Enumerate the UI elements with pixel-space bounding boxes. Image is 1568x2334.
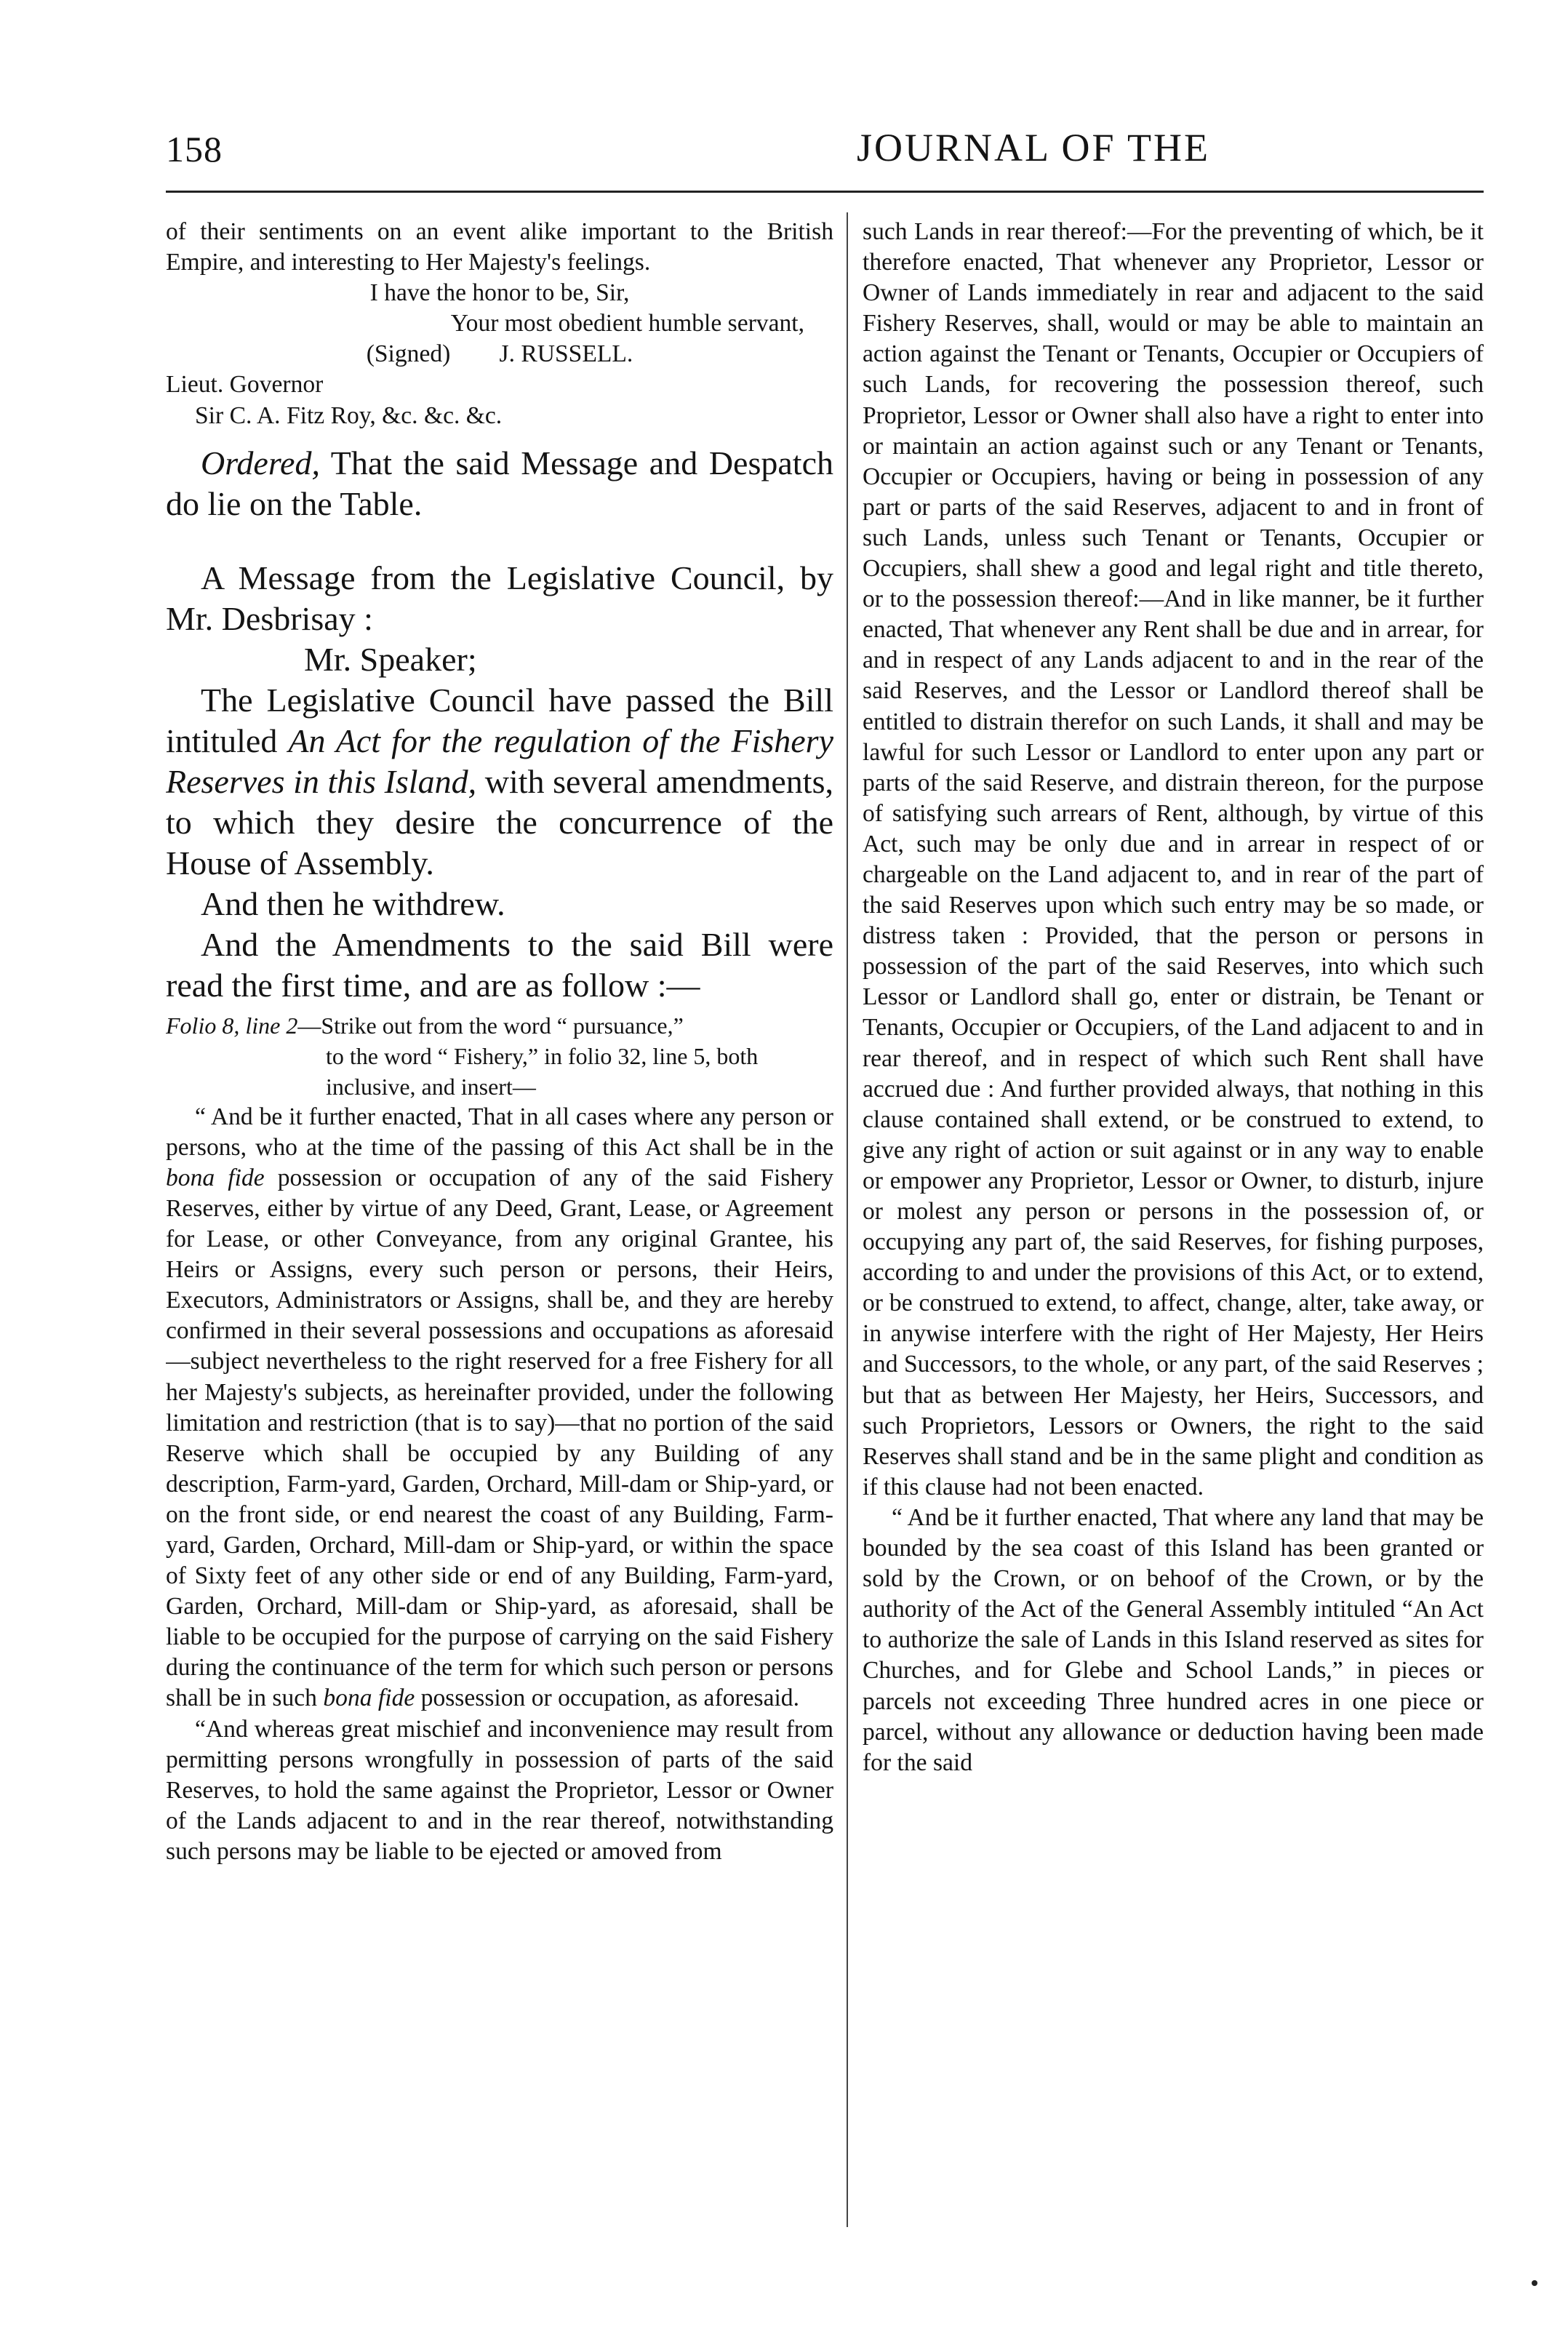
folio-reference: Folio 8, line 2 [166,1012,298,1039]
page-mark [1532,2280,1537,2286]
council-message-heading: A Message from the Legislative Council, by Mr. Desbrisay : [166,559,833,637]
ordered-text: That the said Message and Despatch do lie on the Table. [166,444,833,522]
running-title: JOURNAL OF THE [857,126,1211,169]
amendment-clause-2: “And whereas great mischief and inconvenience may result from permitting persons wrongfully in possession of parts of the said Reserves, to hold the same against the Proprietor, Lessor or Owner of the Lands adjacent to and in the rear thereof, notwithstanding such persons may be liable to be ejected or amoved from [166,1715,833,1865]
clause-1-text-a: “ And be it further enacted, That in all cases where any person or persons, who at the time of the passing of this Act shall be in the [166,1103,833,1161]
signed-label: (Signed) [366,340,451,368]
ordered-word: Ordered, [201,444,320,481]
speaker-address: Mr. Speaker; [304,640,477,678]
rear-lands-clause: such Lands in rear thereof:—For the preventing of which, be it therefore enacted, That whenever any Proprietor, Lessor or Owner of Lands immediately in rear and adjacent to the said Fishery Reserves, shall, would or may be able to maintain an action against the Tenant or Tenants, Occupier or Occupiers of such Lands, for recovering the possession thereof, such Proprietor, Lessor or Owner shall also have a right to enter into or maintain an action against such or any Tenant or Tenants, Occupier or Occupiers, having or being in possession of any part or parts of the said Reserves, adjacent to and in front of such Lands, unless such Tenant or Tenants, Occupier or Occupiers, shall shew a good and legal right and title thereto, or to the possession thereof:—And in like manner, be it further enacted, That whenever any Rent shall be due and in arrear, for and in respect of any Lands adjacent to and in the rear of the said Reserves, and the Lessor or Landlord thereof shall be entitled to distrain therefor on such Lands, it shall and may be lawful for such Lessor or Landlord to enter upon any part or parts of the said Reserve, and distrain thereon, for the purpose of satisfying such arrears of Rent, although, by virtue of this Act, such may be only due and in arrear in respect of or chargeable on the Land adjacent to, and in rear of the part of the said Reserves upon which such entry may be so made, or distress taken : Provided, that the person or persons in possession of the part of the said Reserves, into which such Lessor or Landlord shall go, enter or distrain, be Tenant or Tenants, Occupier or Occupiers, of the Land adjacent to and in rear thereof, and in respect of which such Rent shall have accrued due : And further provided always, that nothing in this clause contained shall extend, or be construed to extend, to give any right of action or suit against or in any way to enable or empower any Proprietor, Lessor or Owner, to disturb, injure or molest any person or persons in the possession of, or occupying any part of, the said Reserves, for fishing purposes, according to and under the provisions of this Act, or to extend, or be construed to extend, to affect, change, alter, take away, or in anywise interfere with the right of Her Majesty, Her Heirs and Successors, to the whole, or any part, of the said Reserves ; but that as between Her Majesty, her Heirs, Successors, and such Proprietors, Lessors or Owners, the right to the said Reserves shall stand and be in the same plight and condition as if this clause had not been enacted. [863,218,1484,1500]
folio-instruction [166,1010,833,1102]
bona-fide-2: bona fide [323,1684,415,1712]
clause-1-text-b: possession or occupation of any of the said Fishery Reserves, either by virtue of any Deed, Grant, Lease, or Agreement for Lease, or other Conveyance, from any original Grantee, his Heirs or Assigns, every such person or persons, their Heirs, Executors, Administrators or Assigns, shall be, and they are hereby confirmed in their several possessions and occupations as aforesaid—subject nevertheless to the right reserved for a free Fishery for all her Majesty's subjects, as hereinafter provided, under the following limitation and restriction (that is to say)—that no portion of the said Reserve which shall be occupied by any Building of any description, Farm-yard, Garden, Orchard, Mill-dam or Ship-yard, or on the front side, or end nearest the coast of any Building, Farm-yard, Garden, Orchard, Mill-dam or Ship-yard, or within the space of Sixty feet of any other side or end of any Building, Farm-yard, Garden, Orchard, Mill-dam or Ship-yard, as aforesaid, shall be liable to be occupied for the purpose of carrying on the said Fishery during the continuance of the term for which such person or persons shall be in such [166,1164,833,1712]
column-divider [847,212,848,2227]
page-header [166,122,1475,188]
bona-fide-1: bona fide [166,1164,265,1191]
clause-1-text-c: possession or occupation, as aforesaid. [415,1684,799,1712]
letter-conclusion: of their sentiments on an event alike important to the British Empire, and interesting to Her Majesty's feelings. [166,218,833,276]
amendments-paragraph: And the Amendments to the said Bill were read the first time, and are as follow :— [166,925,833,1004]
left-column [166,217,833,1867]
amendment-clause-1 [166,1102,833,1714]
council-text-1: The Legislative Council have passed the Bill intituled [166,681,833,759]
sea-coast-clause: “ And be it further enacted, That where any land that may be bounded by the sea coast of this Island has been granted or sold by the Crown, or on behoof of the Crown, or by the authority of the Act of the General Assembly intituled “An Act to authorize the sale of Lands in this Island reserved as sites for Churches, and for Glebe and School Lands,” in pieces or parcels not exceeding Three hundred acres in one piece or parcel, without any allowance or deduction having been made for the said [863,1503,1484,1776]
withdrew-paragraph: And then he withdrew. [201,884,505,922]
letter-addressee-name: Sir C. A. Fitz Roy, &c. &c. &c. [195,401,503,429]
letter-addressee-title: Lieut. Governor [166,371,324,399]
council-passed-paragraph [166,680,833,884]
right-column [863,217,1484,1778]
letter-signature [166,339,833,369]
bill-title: An Act for the regulation of the Fishery Reserves in this Island, [166,722,833,800]
folio-continuation: to the word “ Fishery,” in folio 32, line 5, both inclusive, and insert— [326,1042,759,1100]
ordered-paragraph [166,443,833,524]
council-text-2: with several amendments, to which they desire the concurrence of the House of Assembly. [166,762,833,882]
signer-name: J. RUSSELL. [499,340,633,368]
letter-closing: I have the honor to be, Sir, [369,279,630,307]
folio-text: —Strike out from the word “ pursuance,” [297,1012,684,1039]
letter-servant: Your most obedient humble servant, [450,310,804,337]
page-number: 158 [166,129,223,169]
header-rule [166,191,1484,193]
